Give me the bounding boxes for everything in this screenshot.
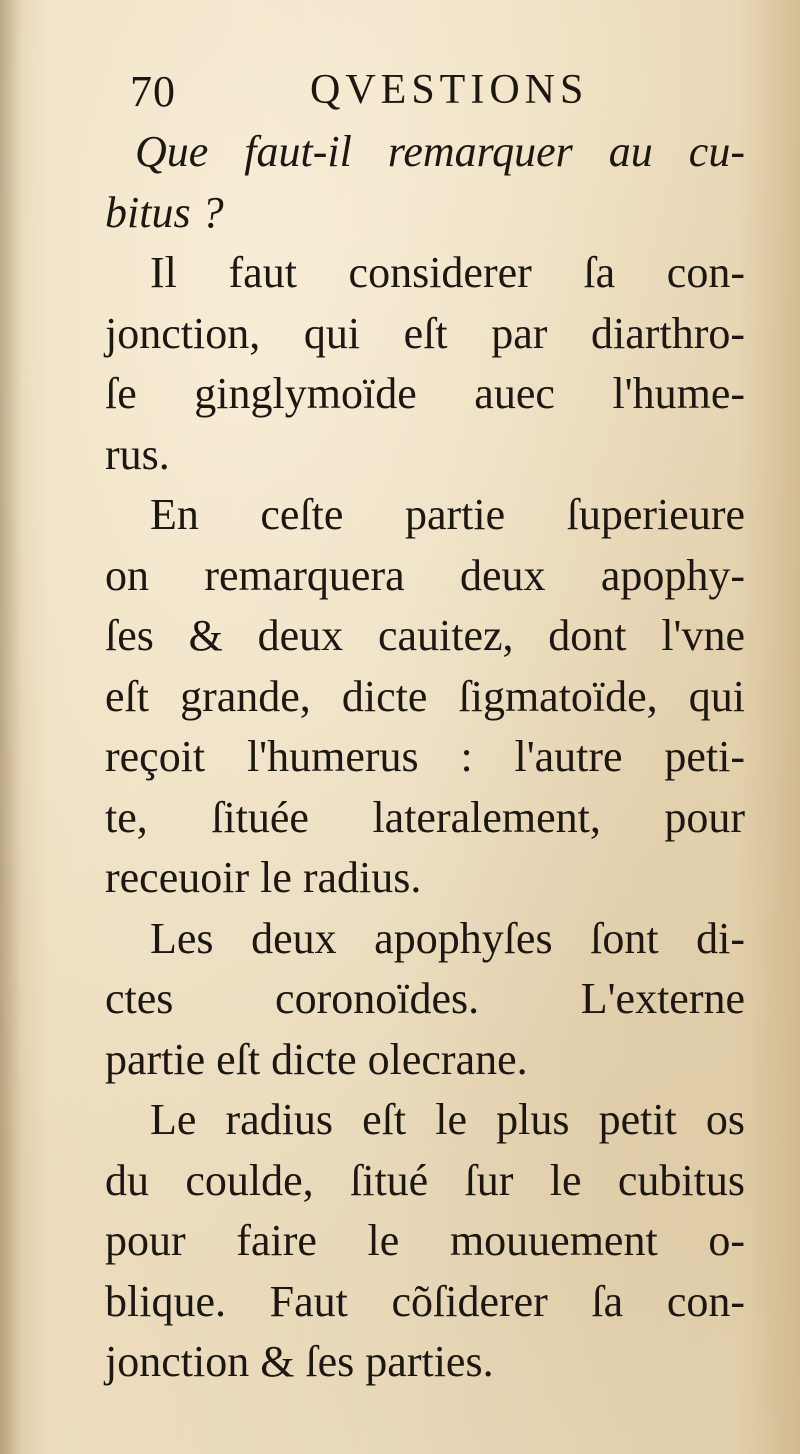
- text-line: receuoir le radius.: [105, 853, 422, 902]
- text-line: Il faut considerer ſa con-: [150, 248, 745, 297]
- text-line: Le radius eſt le plus petit os: [150, 1095, 745, 1144]
- text-line: du coulde, ſitué ſur le cubitus: [105, 1155, 745, 1205]
- text-line: ctes coronoïdes. L'externe: [105, 974, 745, 1023]
- text-line: reçoit l'humerus : l'autre peti-: [105, 732, 745, 781]
- text-line: te, ſituée lateralement, pour: [105, 792, 745, 842]
- text-line: jonction, qui eſt par diarthro-: [105, 308, 745, 358]
- page-number: 70: [130, 67, 176, 116]
- text-line: blique. Faut cõſiderer ſa con-: [105, 1276, 745, 1326]
- text-line: bitus ?: [105, 187, 224, 237]
- text-line: Les deux apophyſes ſont di-: [150, 913, 745, 963]
- body-text: [105, 122, 745, 1393]
- text-line: partie eſt dicte olecrane.: [105, 1034, 528, 1084]
- gutter-shadow: [0, 0, 22, 1454]
- text-line: Que faut-il remarquer au cu-: [135, 127, 745, 176]
- text-line: rus.: [105, 429, 170, 479]
- text-line: pour faire le mouuement o-: [105, 1216, 745, 1265]
- running-title: QVESTIONS: [310, 67, 589, 113]
- text-line: jonction & ſes parties.: [105, 1337, 494, 1386]
- text-line: ſes & deux cauitez, dont l'vne: [105, 611, 745, 660]
- page-header: [130, 58, 650, 118]
- text-line: eſt grande, dicte ſigmatoïde, qui: [105, 671, 745, 721]
- text-line: ſe ginglymoïde auec l'hume-: [105, 369, 745, 418]
- text-line: on remarquera deux apophy-: [105, 550, 745, 600]
- text-line: En ceſte partie ſuperieure: [150, 490, 745, 539]
